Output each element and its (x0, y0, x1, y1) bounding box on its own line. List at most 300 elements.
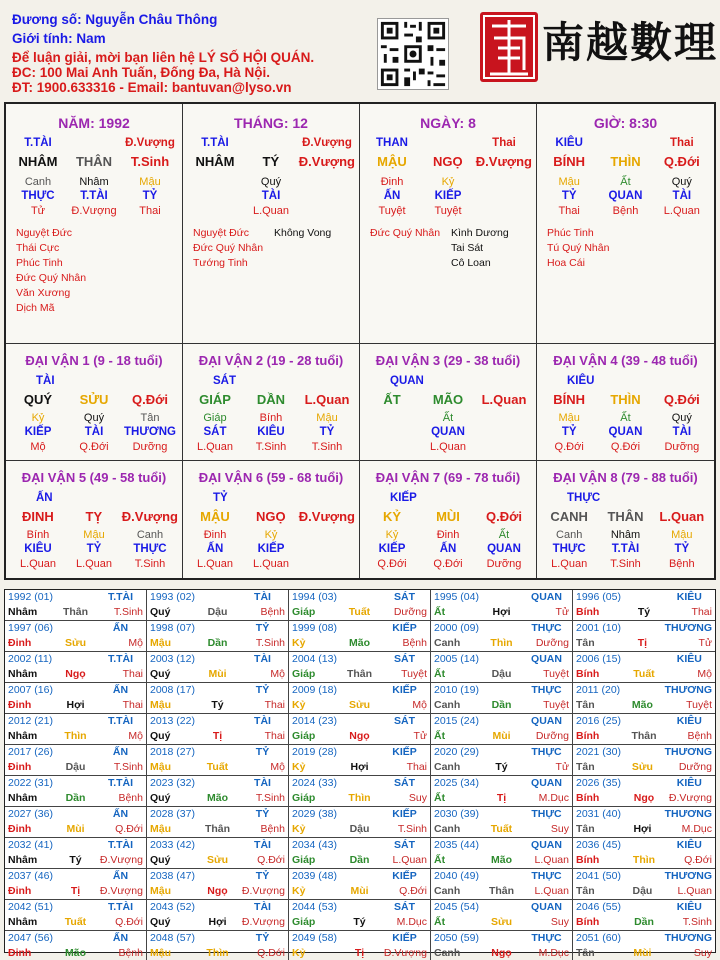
year-label: 2019 (28) (292, 746, 337, 758)
year-cell (431, 776, 573, 807)
year-stage: Thai (691, 606, 712, 618)
dai-van-hidden-gods-cell: ẤN (206, 543, 224, 555)
year-label: 2038 (47) (150, 870, 195, 882)
year-label: 1995 (04) (434, 591, 479, 603)
year-stem: Nhâm (8, 730, 38, 742)
dai-van-hidden-stems (364, 528, 532, 542)
year-stem: Bính (576, 854, 600, 866)
year-god: QUAN (531, 777, 562, 789)
year-god: THỰC (531, 684, 562, 696)
pillar-god-row (541, 136, 710, 151)
year-cell (573, 745, 715, 776)
year-cell (289, 745, 431, 776)
year-god: QUAN (531, 653, 562, 665)
star-label: Dịch Mã (16, 302, 55, 314)
dai-van-hidden-stems-cell: Kỷ (385, 529, 399, 541)
pillar-hidden-stems-cell: Mậu (558, 176, 580, 188)
pillar-hidden-gods (364, 189, 532, 204)
star-label: Phúc Tinh (16, 257, 63, 269)
dai-van-stem-branch-cell: TỴ (85, 509, 103, 524)
dai-van-hidden-stems-cell: Kỷ (264, 529, 278, 541)
year-stem: Quý (150, 854, 171, 866)
year-label: 2039 (48) (292, 870, 337, 882)
pillar-stage-row-cell: Tuyệt (378, 205, 406, 217)
year-stage: T.Sinh (255, 792, 285, 804)
year-branch: Sửu (64, 637, 87, 649)
year-stem: Canh (434, 637, 461, 649)
year-stage: Dưỡng (535, 637, 569, 649)
pillar-hidden-stems-cell: Mậu (139, 176, 161, 188)
year-label: 2049 (58) (292, 932, 337, 944)
dai-van-god: ẤN (36, 492, 53, 504)
pillar-god-row-cell: KIÊU (555, 137, 583, 149)
dai-van-hidden-gods (10, 425, 178, 440)
pillar-cell (183, 104, 360, 344)
year-god: TỶ (255, 870, 270, 882)
year-label: 1996 (05) (576, 591, 621, 603)
year-label: 2040 (49) (434, 870, 479, 882)
pillar-god-row (187, 136, 355, 151)
dai-van-god: TỶ (213, 492, 228, 504)
stars-col-left (547, 226, 629, 271)
year-cell (431, 869, 573, 900)
dai-van-stage-row (364, 557, 532, 571)
year-stage: M.Dục (396, 916, 427, 928)
year-branch: Hợi (350, 761, 369, 773)
year-cell (573, 590, 715, 621)
year-cell (431, 714, 573, 745)
pillar-stem-branch-cell: NGỌ (433, 154, 463, 169)
year-stem: Quý (150, 668, 171, 680)
dai-van-hidden-stems-cell: Ất (442, 412, 454, 424)
year-cell (147, 590, 289, 621)
dai-van-hidden-stems-cell: Ất (498, 529, 510, 541)
year-stage: Tử (413, 730, 427, 742)
year-label: 2017 (26) (8, 746, 53, 758)
year-god: SÁT (394, 653, 415, 665)
dai-van-stem-branch (364, 508, 532, 526)
dai-van-title: ĐẠI VẬN 3 (29 - 38 tuổi) (375, 353, 521, 368)
dai-van-stage-row (187, 440, 355, 454)
year-stem: Ất (434, 606, 446, 618)
star-label: Không Vong (274, 227, 332, 239)
dai-van-stem-branch (10, 391, 178, 409)
pillar-god-row-cell: THAN (376, 137, 408, 149)
dai-van-hidden-gods-cell: TỶ (319, 426, 335, 438)
year-stage: T.Sinh (113, 761, 143, 773)
dai-van-hidden-gods-cell: KIÊU (24, 543, 52, 555)
year-cell (289, 869, 431, 900)
dai-van-hidden-stems-cell (299, 528, 355, 542)
year-god: TÀI (254, 715, 271, 727)
year-stage: Bệnh (260, 606, 285, 618)
pillar-stage-row-cell: L.Quan (252, 205, 290, 217)
pillar-hidden-gods-cell: TÀI (261, 190, 281, 202)
year-label: 1998 (07) (150, 622, 195, 634)
year-god: T.TÀI (107, 901, 134, 913)
year-stage: Bệnh (402, 637, 427, 649)
pillar-god-row-cell (66, 136, 122, 151)
year-god: SÁT (394, 839, 415, 851)
dai-van-god: KIÊU (567, 375, 595, 387)
year-label: 2008 (17) (150, 684, 195, 696)
pillar-stage-row-cell (299, 204, 355, 218)
dai-van-stem-branch-cell: THÂN (607, 509, 644, 524)
dai-van-stem-branch-cell: NGỌ (256, 509, 286, 524)
year-branch: Tị (70, 885, 81, 897)
year-god: KIÊU (676, 777, 702, 789)
dai-van-cell (183, 461, 360, 578)
year-branch: Mùi (633, 947, 652, 959)
year-stem: Đinh (8, 637, 32, 649)
dai-van-hidden-gods-cell: TỶ (86, 543, 102, 555)
year-cell (5, 683, 147, 714)
dai-van-stage-row-cell: L.Quan (429, 441, 467, 453)
dai-van-hidden-stems-cell: Canh (556, 529, 583, 541)
year-cell (5, 776, 147, 807)
year-stem: Canh (434, 823, 461, 835)
star-label: Văn Xương (16, 287, 71, 299)
dai-van-hidden-stems (541, 411, 710, 425)
year-stage: Dưỡng (535, 730, 569, 742)
dai-van-stem-branch-cell: Q.Đới (132, 392, 168, 407)
year-cell (289, 621, 431, 652)
year-label: 2022 (31) (8, 777, 53, 789)
year-stage: Dưỡng (678, 761, 712, 773)
year-label: 2014 (23) (292, 715, 337, 727)
year-label: 2011 (20) (576, 684, 621, 696)
pillar-stem-branch-cell: THÂN (75, 154, 113, 169)
dai-van-stage-row-cell: Bệnh (668, 558, 695, 570)
year-label: 1997 (06) (8, 622, 53, 634)
year-label: 2047 (56) (8, 932, 53, 944)
year-cell (289, 652, 431, 683)
year-god: KIẾP (392, 684, 417, 696)
dai-van-god: KIẾP (390, 492, 417, 504)
stars-col-right (274, 226, 355, 271)
dai-van-stage-row-cell (364, 440, 420, 454)
pillar-stage-row-cell: L.Quan (663, 205, 700, 217)
year-stage: Q.Đới (257, 854, 285, 866)
year-branch: Sửu (206, 854, 229, 866)
year-stem: Bính (576, 730, 600, 742)
dai-van-stem-branch-cell: BÍNH (553, 392, 586, 407)
year-cell (573, 807, 715, 838)
pillar-title: NGÀY: 8 (420, 115, 476, 131)
year-label: 2026 (35) (576, 777, 621, 789)
year-god: TÀI (254, 591, 271, 603)
year-cell (5, 652, 147, 683)
dai-van-stem-branch (10, 508, 178, 526)
pillar-stage-row-cell: Tử (30, 205, 46, 217)
dai-van-hidden-stems (541, 528, 710, 542)
year-stem: Tân (576, 761, 595, 773)
year-stage: M.Dục (538, 947, 569, 959)
dai-van-stage-row-cell: Dưỡng (486, 558, 522, 570)
year-stem: Bính (576, 792, 600, 804)
year-label: 2021 (30) (576, 746, 621, 758)
pillar-stem-branch-cell: NHÂM (195, 154, 235, 169)
year-branch: Thìn (64, 730, 87, 742)
year-stage: Đ.Vượng (241, 916, 285, 928)
year-cell (5, 745, 147, 776)
year-label: 2041 (50) (576, 870, 621, 882)
year-stem: Tân (576, 885, 595, 897)
pillar-hidden-gods-cell: QUAN (608, 190, 643, 202)
year-branch: Tý (353, 916, 366, 928)
pillar-stem-branch-cell: BÍNH (553, 154, 586, 169)
year-stem: Canh (434, 947, 461, 959)
dai-van-stage-row-cell: L.Quan (252, 558, 290, 570)
year-branch: Thân (62, 606, 89, 618)
year-god: T.TÀI (107, 653, 134, 665)
year-label: 2009 (18) (292, 684, 337, 696)
year-branch: Dậu (349, 823, 370, 835)
year-stem: Canh (434, 699, 461, 711)
pillar-hidden-stems-cell: Nhâm (79, 176, 109, 188)
year-cell (289, 776, 431, 807)
year-stage: Mộ (128, 637, 143, 649)
year-branch: Ngọ (65, 668, 86, 680)
year-stem: Mậu (150, 637, 171, 649)
year-god: THỰC (531, 746, 562, 758)
year-stem: Đinh (8, 761, 32, 773)
year-label: 2048 (57) (150, 932, 195, 944)
dai-van-title: ĐẠI VẬN 6 (59 - 68 tuổi) (198, 470, 344, 485)
year-label: 2029 (38) (292, 808, 337, 820)
year-god: QUAN (531, 715, 562, 727)
dai-van-hidden-gods (10, 542, 178, 557)
dai-van-title: ĐẠI VẬN 8 (79 - 88 tuổi) (553, 470, 698, 485)
year-god: SÁT (394, 901, 415, 913)
dai-van-god: QUAN (390, 375, 424, 387)
year-stage: L.Quan (677, 885, 712, 897)
dai-van-hidden-stems-cell: Bính (259, 412, 283, 424)
dai-van-hidden-gods-cell (476, 425, 532, 440)
year-stem: Ất (434, 730, 446, 742)
pillar-god-row-cell: Đ.Vượng (302, 137, 352, 149)
star-label: Kình Dương (451, 227, 509, 239)
year-label: 2028 (37) (150, 808, 195, 820)
dai-van-hidden-gods-cell: T.TÀI (611, 543, 640, 555)
year-label: 2046 (55) (576, 901, 621, 913)
dai-van-stem-branch-cell: Q.Đới (486, 509, 522, 524)
dai-van-hidden-stems-cell: Mậu (316, 412, 338, 424)
dai-van-stem-branch (541, 508, 710, 526)
pillar-hidden-stems-cell: Quý (671, 176, 692, 188)
year-stem: Tân (576, 699, 595, 711)
year-branch: Hợi (208, 916, 227, 928)
dai-van-stage-row-cell: L.Quan (19, 558, 57, 570)
year-branch: Dậu (491, 668, 512, 680)
year-cell (573, 714, 715, 745)
dai-van-hidden-stems-cell: Đinh (203, 529, 227, 541)
year-branch: Thìn (632, 854, 656, 866)
year-stage: L.Quan (392, 854, 427, 866)
year-cell (147, 776, 289, 807)
year-stage: T.Sinh (682, 916, 712, 928)
pillar-cell (537, 104, 714, 344)
year-branch: Tị (212, 730, 223, 742)
year-cell (431, 683, 573, 714)
dai-van-stem-branch-cell: KỶ (382, 509, 402, 524)
year-stage: Thai (406, 761, 427, 773)
year-branch: Mùi (492, 730, 511, 742)
year-cell (289, 931, 431, 960)
year-stem: Kỷ (292, 823, 306, 835)
year-stage: Q.Đới (115, 823, 143, 835)
year-cell (573, 869, 715, 900)
dai-van-hidden-gods-cell: SÁT (203, 426, 227, 438)
dai-van-stage-row-cell: Q.Đới (79, 441, 109, 453)
year-god: ẤN (112, 746, 129, 758)
pillar-stem-branch-cell: TÝ (262, 154, 280, 169)
year-stage: Thai (264, 699, 285, 711)
year-label: 2001 (10) (576, 622, 621, 634)
year-cell (5, 900, 147, 931)
year-cell (431, 931, 573, 960)
year-cell (147, 621, 289, 652)
year-cell (147, 869, 289, 900)
pillar-stem-branch-cell: NHÂM (18, 154, 58, 169)
year-god: SÁT (394, 591, 415, 603)
year-stage: Q.Đới (684, 854, 712, 866)
dai-van-hidden-stems-cell (364, 411, 420, 425)
dai-van-hidden-gods-cell (364, 425, 420, 440)
year-cell (289, 714, 431, 745)
dai-van-title: ĐẠI VẬN 7 (69 - 78 tuổi) (375, 470, 521, 485)
dai-van-stem-branch-cell: MÙI (436, 509, 460, 524)
year-stage: Đ.Vượng (99, 854, 143, 866)
star-label: Nguyệt Đức (193, 227, 250, 239)
star-label: Nguyệt Đức (16, 227, 73, 239)
year-branch: Thân (488, 885, 515, 897)
year-stem: Giáp (292, 606, 316, 618)
dai-van-hidden-gods (364, 425, 532, 440)
address-line: ĐC: 100 Mai Anh Tuấn, Đống Đa, Hà Nội. (12, 65, 271, 80)
dai-van-hidden-gods-cell: QUAN (487, 543, 521, 555)
year-label: 2042 (51) (8, 901, 53, 913)
dai-van-stem-branch-cell: Đ.Vượng (121, 509, 178, 524)
year-stage: Thai (122, 699, 143, 711)
dai-van-hidden-gods (187, 425, 355, 440)
qr-code-icon (377, 18, 449, 90)
dai-van-hidden-gods-cell: KIẾP (24, 426, 52, 438)
year-god: TỶ (255, 808, 270, 820)
dai-van-cell (360, 461, 537, 578)
year-stage: T.Sinh (113, 606, 143, 618)
year-label: 2033 (42) (150, 839, 195, 851)
dai-van-hidden-gods-cell: KIÊU (257, 426, 285, 438)
pillar-stars (541, 226, 710, 271)
year-cell (289, 683, 431, 714)
star-label: Tai Sát (451, 242, 484, 254)
year-branch: Tý (211, 699, 224, 711)
year-branch: Tị (637, 637, 648, 649)
year-stage: L.Quan (534, 885, 569, 897)
year-stage: Đ.Vượng (668, 792, 712, 804)
dai-van-stem-branch-cell: L.Quan (304, 392, 350, 407)
dai-van-stage-row (10, 557, 178, 571)
year-stem: Canh (434, 761, 461, 773)
dai-van-hidden-gods-cell: TỶ (561, 426, 577, 438)
year-stage: Bệnh (118, 947, 143, 959)
year-god: T.TÀI (107, 591, 134, 603)
pillar-god-row-cell: Thai (670, 137, 694, 149)
pillar-god-row (10, 136, 178, 151)
dai-van-stage-row-cell: L.Quan (75, 558, 113, 570)
year-god: T.TÀI (107, 839, 134, 851)
dai-van-stage-row-cell: Dưỡng (132, 441, 168, 453)
year-branch: Tuất (633, 668, 655, 680)
dai-van-hidden-gods-cell: KIẾP (257, 543, 285, 555)
pillar-stage-row-cell (476, 204, 532, 218)
year-stem: Nhâm (8, 668, 38, 680)
dai-van-hidden-gods (187, 542, 355, 557)
year-label: 2010 (19) (434, 684, 479, 696)
pillar-stars (364, 226, 532, 271)
contact-line: Để luận giải, mời bạn liên hệ LÝ SỐ HỘI QUÁN. (12, 50, 315, 65)
star-label: Tú Quý Nhân (547, 242, 610, 254)
year-stem: Ất (434, 668, 446, 680)
year-label: 2034 (43) (292, 839, 337, 851)
dai-van-cell (537, 461, 714, 578)
year-cell (147, 745, 289, 776)
year-label: 2045 (54) (434, 901, 479, 913)
year-label: 2002 (11) (8, 653, 53, 665)
pillar-stage-row-cell: Bệnh (612, 205, 639, 217)
pillar-stem-branch (187, 153, 355, 171)
year-god: KIẾP (392, 746, 417, 758)
year-cell (147, 714, 289, 745)
year-branch: Mùi (66, 823, 85, 835)
year-god: THƯƠNG (664, 932, 712, 944)
year-branch: Dần (349, 854, 370, 866)
dai-van-title: ĐẠI VẬN 1 (9 - 18 tuổi) (25, 353, 163, 368)
dai-van-hidden-gods (541, 542, 710, 557)
year-cell (573, 776, 715, 807)
year-branch: Hợi (66, 699, 85, 711)
year-cell (431, 807, 573, 838)
year-stage: Mộ (412, 699, 427, 711)
year-stage: Suy (550, 823, 569, 835)
pillar-stem-branch (541, 153, 710, 171)
year-stem: Nhâm (8, 606, 38, 618)
dai-van-stage-row-cell: L.Quan (551, 558, 588, 570)
year-label: 2006 (15) (576, 653, 621, 665)
pillar-stem-branch-cell: Đ.Vượng (298, 154, 355, 169)
dai-van-hidden-gods-cell: THƯƠNG (124, 426, 176, 438)
year-god: KIÊU (676, 653, 702, 665)
year-stem: Ất (434, 792, 446, 804)
year-branch: Hợi (492, 606, 511, 618)
dai-van-hidden-gods-cell: QUAN (608, 426, 643, 438)
year-label: 2025 (34) (434, 777, 479, 789)
year-stem: Tân (576, 823, 595, 835)
year-god: QUAN (531, 901, 562, 913)
year-stem: Nhâm (8, 854, 38, 866)
pillar-hidden-gods-cell (299, 189, 355, 204)
year-stage: Tuyệt (543, 699, 569, 711)
year-cell (431, 590, 573, 621)
year-stage: Bệnh (118, 792, 143, 804)
year-cell (5, 590, 147, 621)
dai-van-hidden-gods-cell: QUAN (431, 426, 465, 438)
year-label: 1992 (01) (8, 591, 53, 603)
dai-van-hidden-stems-cell: Giáp (203, 412, 227, 424)
dai-van-title: ĐẠI VẬN 4 (39 - 48 tuổi) (553, 353, 698, 368)
dai-van-hidden-gods-cell (299, 542, 355, 557)
